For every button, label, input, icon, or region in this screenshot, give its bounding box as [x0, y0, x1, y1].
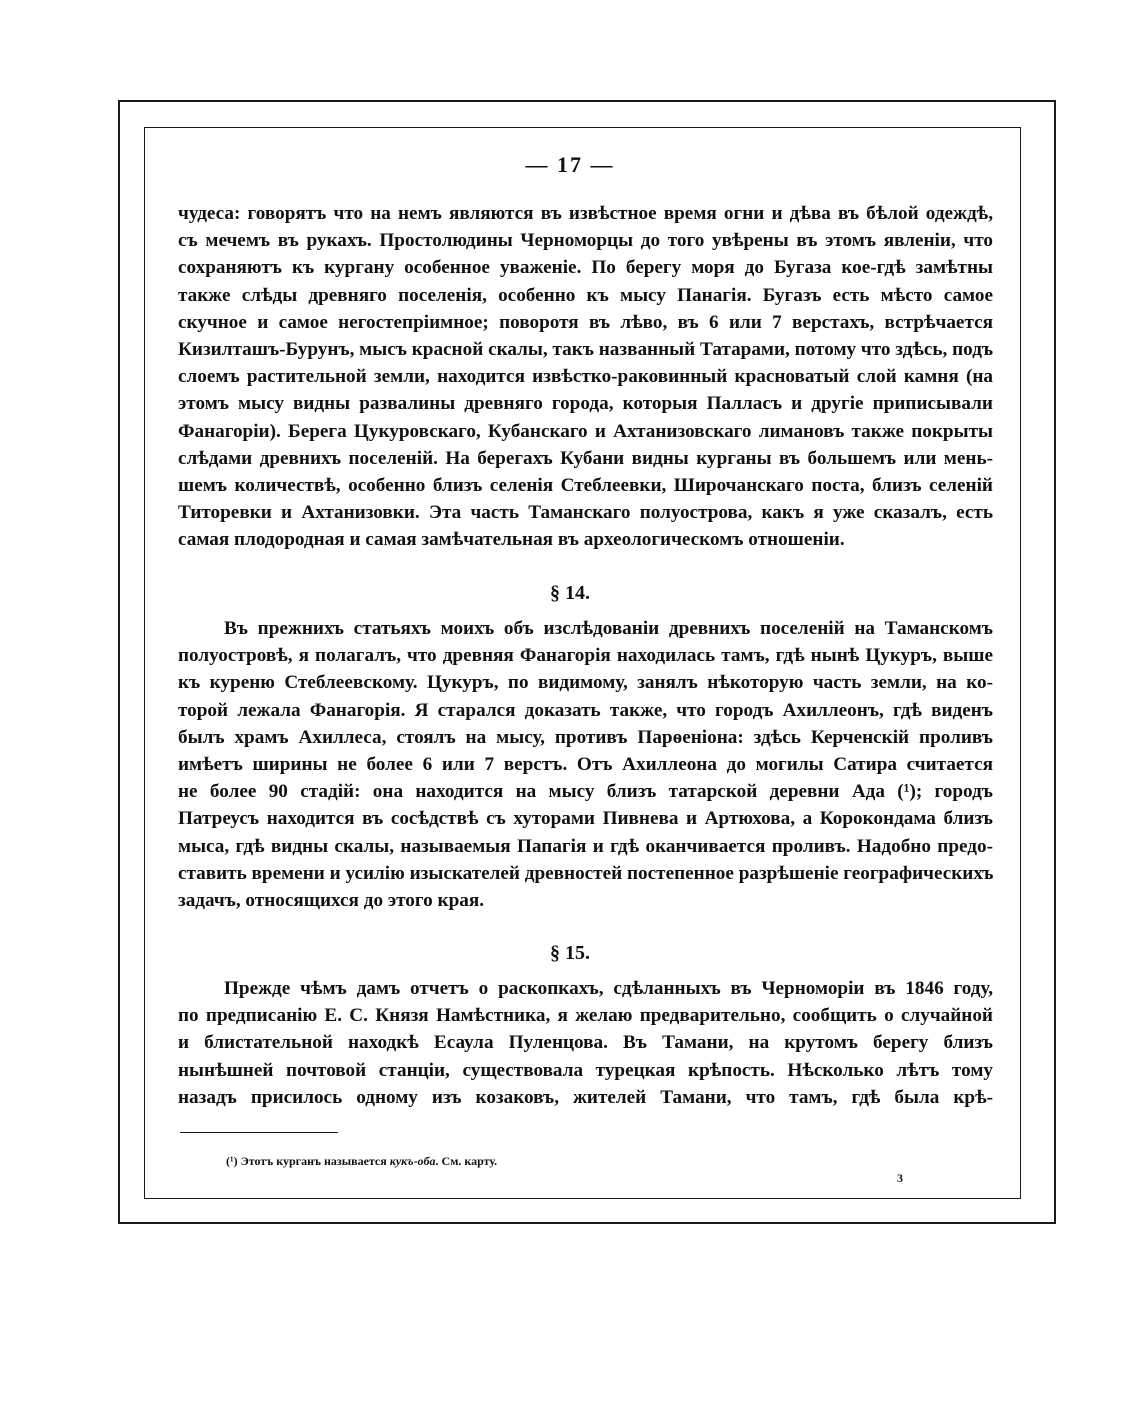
footnote-text-end: . См. карту. [435, 1154, 498, 1168]
footnote [226, 1154, 497, 1169]
text-line: Прежде чѣмъ дамъ отчетъ о раскопкахъ, сдѣланныхъ въ Черноморіи въ 1846 году, [224, 978, 993, 999]
text-line: былъ храмъ Ахиллеса, стоялъ на мысу, противъ Парѳеніона: здѣсь Керченскій проливъ [178, 726, 993, 748]
text-line: мыса, гдѣ видны скалы, называемыя Папагія и гдѣ оканчивается проливъ. Надобно предо- [178, 835, 993, 857]
paragraph-continuation [178, 200, 993, 553]
text-line: слѣдами древнихъ поселеній. На берегахъ Кубани видны курганы въ большемъ или мень- [178, 447, 993, 469]
section-15-heading: § 15. [550, 942, 590, 964]
section-15-paragraph [178, 975, 993, 1111]
text-line: по предписанію Е. С. Князя Намѣстника, я желаю предварительно, сообщить о случайной [178, 1005, 993, 1027]
text-line: также слѣды древняго поселенія, особенно къ мысу Панагія. Бугазъ есть мѣсто самое [178, 284, 993, 306]
text-line: Въ прежнихъ статьяхъ моихъ объ изслѣдованіи древнихъ поселеній на Таманскомъ [224, 618, 993, 639]
section-14-paragraph [178, 615, 993, 914]
footnote-divider [180, 1132, 338, 1133]
text-line: къ куреню Стеблеевскому. Цукуръ, по видимому, занялъ нѣкоторую часть земли, на ко- [178, 672, 993, 694]
footnote-italic-term: кукъ-оба [389, 1154, 436, 1168]
text-line: торой лежала Фанагорія. Я старался доказать также, что городъ Ахиллеонъ, гдѣ виденъ [178, 699, 993, 721]
text-line: и блистательной находкѣ Есаула Пуленцова. Въ Тамани, на крутомъ берегу близъ [178, 1032, 993, 1054]
text-line: скучное и самое негостепріимное; поворотя въ лѣво, въ 6 или 7 верстахъ, встрѣчается [178, 311, 993, 333]
text-line: Фанагоріи). Берега Цукуровскаго, Кубанскаго и Ахтанизовскаго лимановъ также покрыты [178, 420, 993, 442]
signature-mark: 3 [897, 1171, 903, 1185]
text-line: чудеса: говорятъ что на немъ являются въ извѣстное время огни и дѣва въ бѣлой одеждѣ, [178, 203, 993, 224]
text-line: назадъ присилось одному изъ козаковъ, жителей Тамани, что тамъ, гдѣ была крѣ- [178, 1086, 993, 1108]
text-line: сохраняютъ къ кургану особенное уваженіе. По берегу моря до Бугаза кое-гдѣ замѣтны [178, 257, 993, 279]
page-number: — 17 — [525, 152, 615, 177]
text-line: Патреусъ находится въ сосѣдствѣ съ хуторами Пивнева и Артюхова, а Корокондама близъ [178, 808, 993, 830]
text-line: съ мечемъ въ рукахъ. Простолюдины Черноморцы до того увѣрены въ этомъ явленіи, что [178, 230, 993, 252]
footnote-marker: (¹) [226, 1154, 238, 1168]
text-line: нынѣшней почтовой станціи, существовала турецкая крѣпость. Нѣсколько лѣтъ тому [178, 1059, 993, 1081]
text-line: слоемъ растительной земли, находится извѣстко-раковинный красноватый слой камня (на [178, 366, 993, 388]
section-14-heading: § 14. [550, 582, 590, 604]
text-line: шемъ количествѣ, особенно близъ селенія Стеблеевки, Широчанскаго поста, близъ селеній [178, 474, 993, 496]
text-line: Титоревки и Ахтанизовки. Эта часть Таманскаго полуострова, какъ я уже сказалъ, есть [178, 502, 993, 524]
text-line: самая плодородная и самая замѣчательная въ археологическомъ отношеніи. [178, 529, 845, 551]
footnote-text: Этотъ курганъ называется [237, 1154, 390, 1168]
text-line: ставить времени и усилію изыскателей древностей постепенное разрѣшеніе географическихъ [178, 862, 993, 884]
text-line: не более 90 стадій: она находится на мысу близъ татарской деревни Ада (¹); городъ [178, 781, 993, 803]
text-line: задачъ, относящихся до этого края. [178, 889, 485, 911]
text-line: имѣетъ ширины не более 6 или 7 верстъ. Отъ Ахиллеона до могилы Сатира считается [178, 753, 993, 775]
text-line: Кизилташъ-Бурунъ, мысъ красной скалы, такъ названный Татарами, потому что здѣсь, подъ [178, 338, 993, 360]
text-line: полуостровѣ, я полагалъ, что древняя Фанагорія находилась тамъ, гдѣ нынѣ Цукуръ, выше [178, 645, 993, 667]
text-line: этомъ мысу видны развалины древняго города, которыя Палласъ и другіе приписывали [178, 393, 993, 415]
